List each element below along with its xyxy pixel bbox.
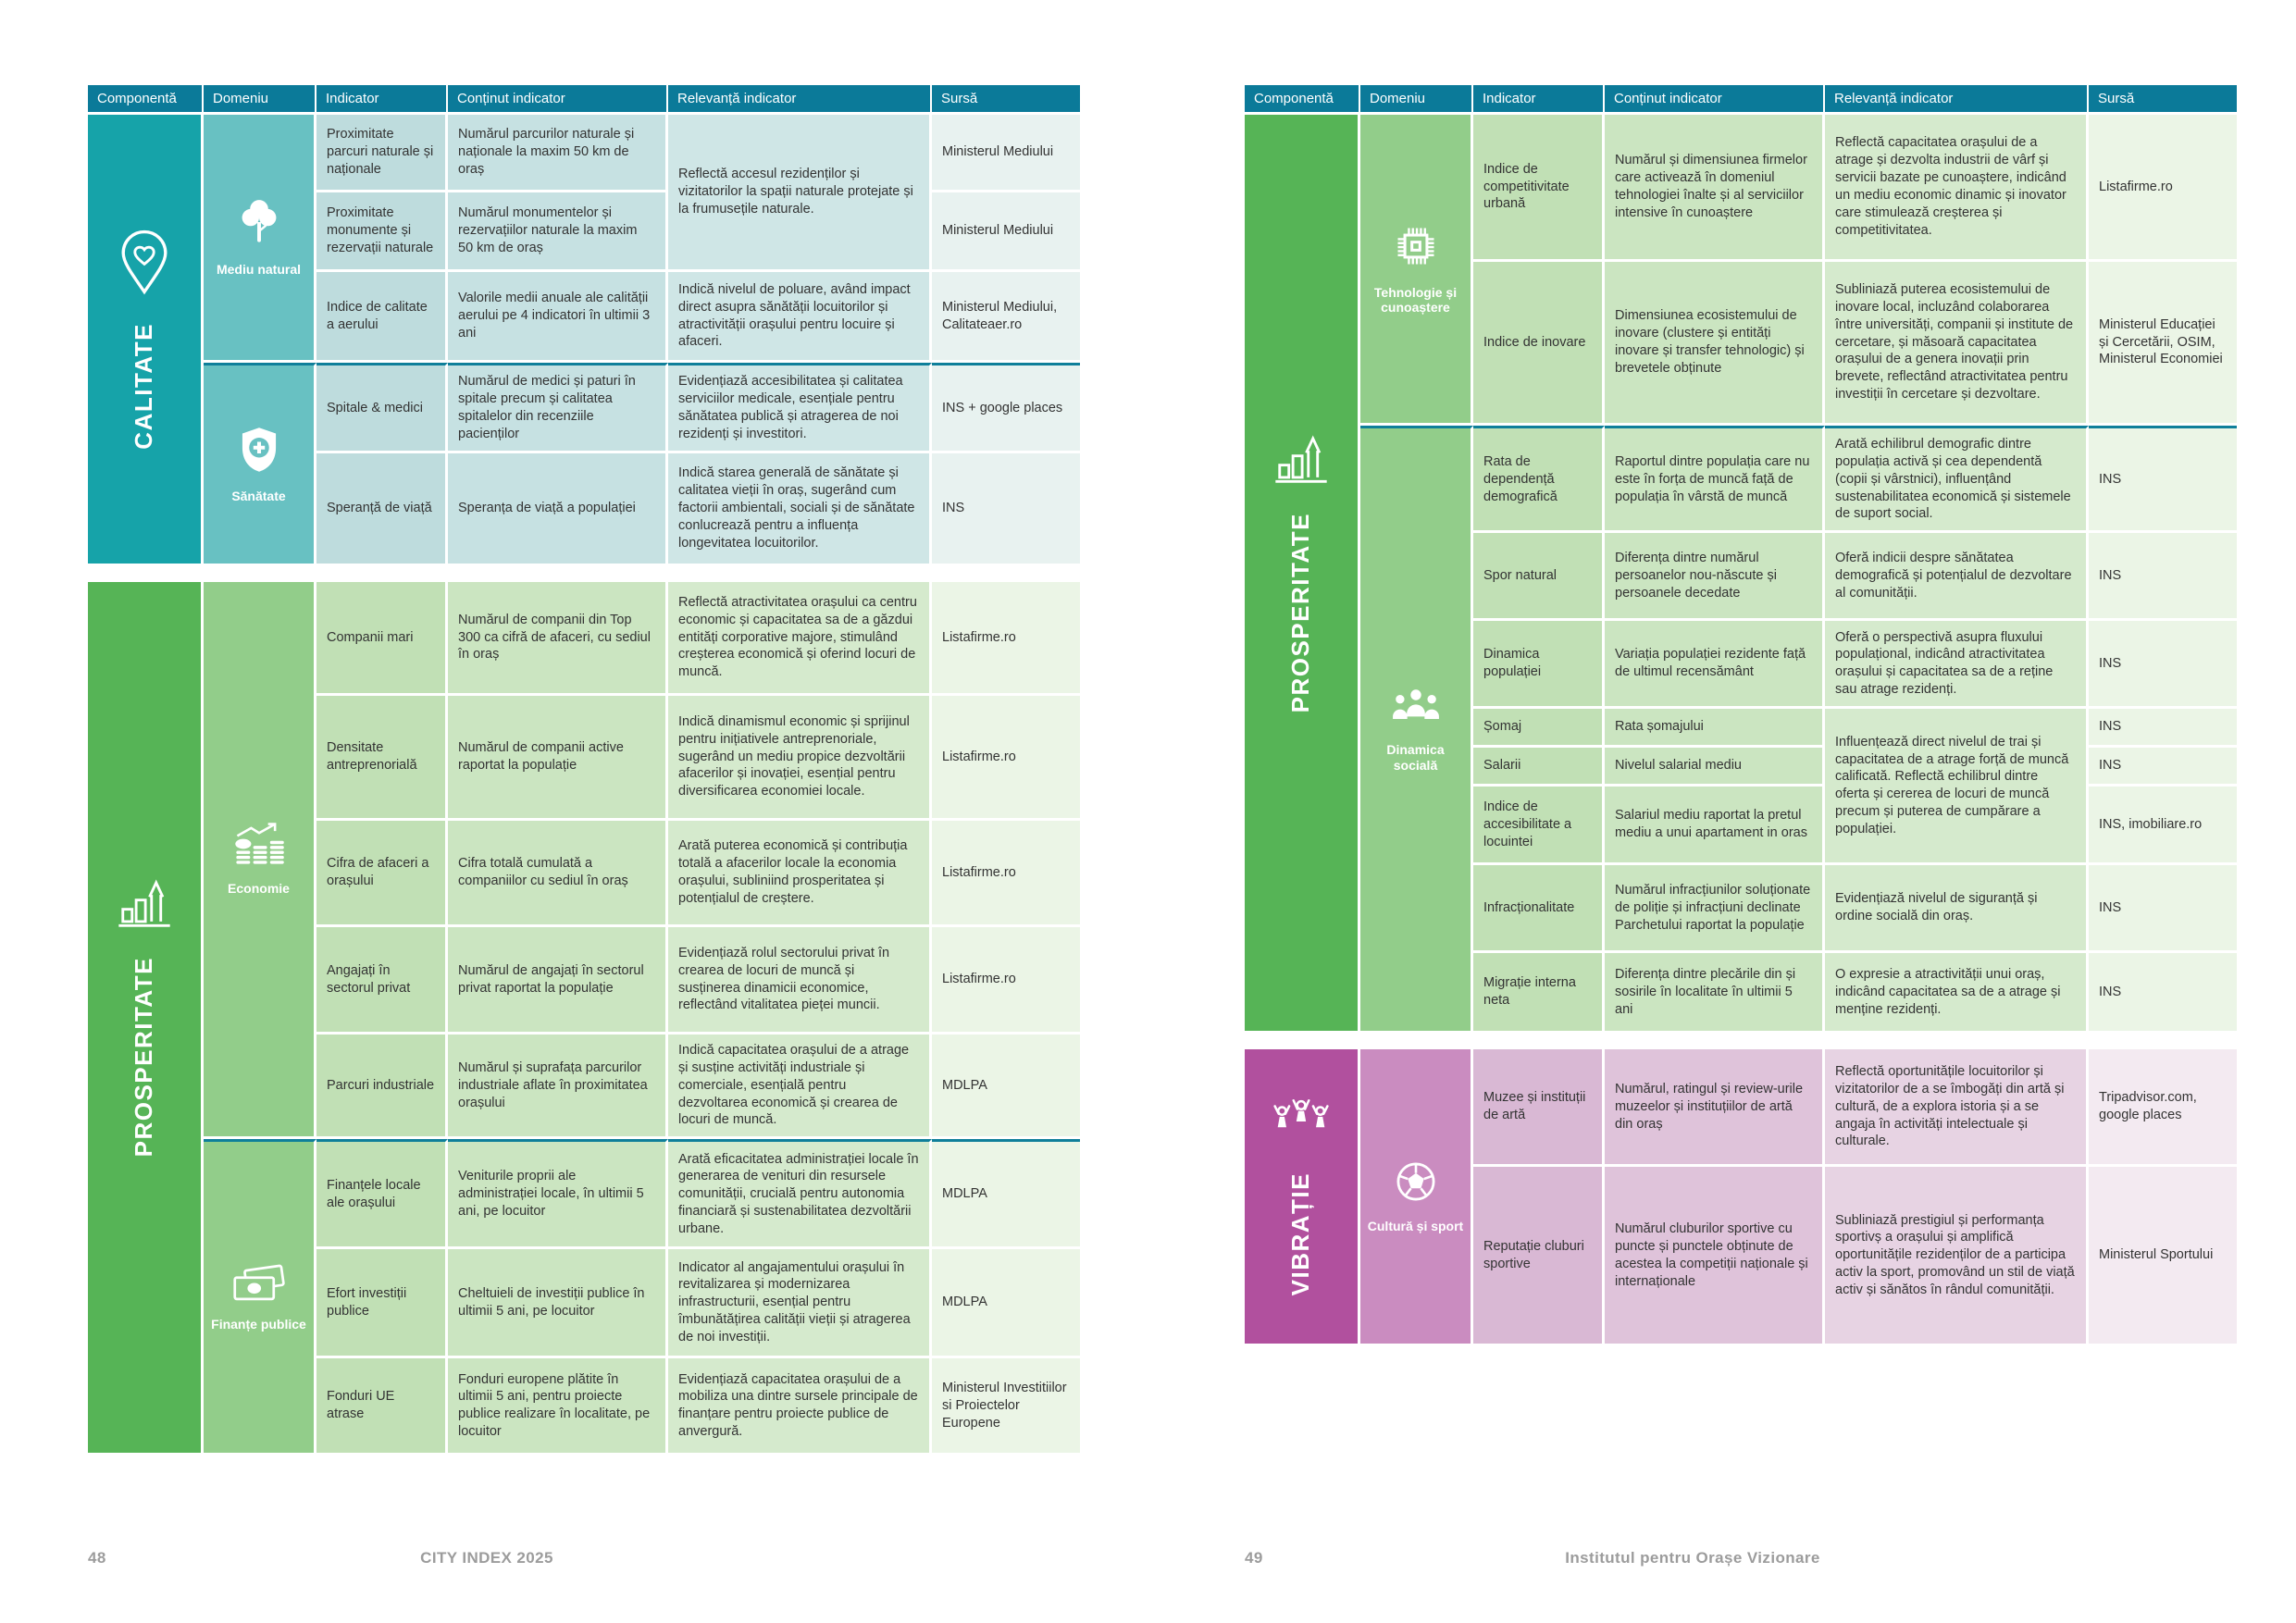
col-header-sursa: Sursă: [932, 85, 1080, 115]
continut-cell: Cifra totală cumulată a companiilor cu sediul în oraș: [448, 821, 668, 927]
relevanta-cell: Indică starea generală de sănătate și calitatea vieții în oraș, sugerând cum factorii ambientali, sociali și de sănătate conlucrează pentru a influența longevitatea locuitorilor.: [668, 453, 932, 566]
sursa-cell: INS + google places: [932, 363, 1080, 453]
indicator-cell: Spor natural: [1473, 533, 1605, 621]
domain-label: Cultură și sport: [1367, 1218, 1464, 1233]
pin-heart-icon: [118, 229, 171, 301]
bar-chart-arrow-icon: [116, 877, 173, 935]
continut-cell: Diferența dintre numărul persoanelor nou-născute și persoanele decedate: [1605, 533, 1825, 621]
sursa-cell: INS: [932, 453, 1080, 566]
table-row: [88, 1139, 1080, 1249]
bar-chart-arrow-icon: [1272, 433, 1330, 490]
relevanta-cell: Indicator al angajamentului orașului în revitalizarea și modernizarea infrastructurii, esențial pentru îmbunătățirea calității vieții și atragerea de noi investiții.: [668, 1249, 932, 1358]
continut-cell: Cheltuieli de investiții publice în ultimii 5 ani, pe locuitor: [448, 1249, 668, 1358]
indicator-cell: Spitale & medici: [316, 363, 448, 453]
domain-label: Tehnologie și cunoaștere: [1373, 284, 1458, 316]
domain-label: Dinamica socială: [1386, 741, 1445, 773]
table-row: [1245, 1049, 2237, 1167]
sursa-cell: INS: [2089, 533, 2237, 621]
relevanta-cell: Reflectă capacitatea orașului de a atrage și dezvolta industrii de vârf și servicii bazate pe cunoaștere, indicând un mediu economic dinamic și inovator care stimulează creșterea și competitivitatea.: [1825, 115, 2089, 262]
relevanta-cell: Subliniază puterea ecosistemului de inovare local, incluzând colaborarea între universități, companii și institute de cercetare, și măsoară capacitatea orașului de a genera inovații prin brevete, reflectând atractivitatea pentru investiții în cercetare și dezvoltare.: [1825, 262, 2089, 426]
page-left: [88, 85, 1080, 1456]
continut-cell: Raportul dintre populația care nu este în forța de muncă față de populația în vârstă de muncă: [1605, 426, 1825, 533]
indicator-cell: Indice de inovare: [1473, 262, 1605, 426]
sursa-cell: MDLPA: [932, 1249, 1080, 1358]
col-header-componenta: Componentă: [88, 85, 204, 115]
indicator-cell: Migrație interna neta: [1473, 953, 1605, 1034]
indicator-cell: Proximitate parcuri naturale și naționale: [316, 115, 448, 192]
page-number-left: 48: [88, 1549, 106, 1567]
table-prosperitate-right: [1245, 85, 2237, 1034]
chip-icon: [1392, 222, 1440, 276]
relevanta-cell: Oferă o perspectivă asupra fluxului populațional, indicând atractivitatea orașului și capacitatea sa de a reține sau atrage rezidenți.: [1825, 621, 2089, 709]
sursa-cell: Listafirme.ro: [932, 821, 1080, 927]
relevanta-cell: Arată eficacitatea administrației locale în generarea de venituri din resursele comunității, crucială pentru autonomia financiară și sustenabilitatea dezvoltării urbane.: [668, 1139, 932, 1249]
indicator-cell: Proximitate monumente și rezervații naturale: [316, 192, 448, 272]
page-right: [1245, 85, 2237, 1346]
indicator-cell: Indice de calitate a aerului: [316, 272, 448, 363]
col-header-componenta: Componentă: [1245, 85, 1360, 115]
relevanta-cell: O expresie a atractivității unui oraș, indicând capacitatea sa de a atrage și menține rezidenți.: [1825, 953, 2089, 1034]
tree-icon: [236, 197, 282, 253]
component-label: VIBRAȚIE: [1286, 1172, 1315, 1296]
relevanta-cell: Influențează direct nivelul de trai și capacitatea de a atrage forță de muncă calificată. Reflectă echilibrul dintre oferta și cererea de locuri de muncă precum și puterea de cumpărare a populației.: [1825, 709, 2089, 865]
continut-cell: Veniturile proprii ale administrației locale, în ultimii 5 ani, pe locuitor: [448, 1139, 668, 1249]
relevanta-cell: Evidențiază capacitatea orașului de a mobiliza una dintre sursele principale de finanțare pentru proiecte publice de anvergură.: [668, 1358, 932, 1456]
table-calitate: [88, 85, 1080, 566]
shield-cross-icon: [238, 426, 280, 479]
continut-cell: Variația populației rezidente față de ultimul recensământ: [1605, 621, 1825, 709]
indicator-cell: Dinamica populației: [1473, 621, 1605, 709]
component-label: PROSPERITATE: [130, 957, 158, 1158]
footer-title-left: CITY INDEX 2025: [420, 1549, 553, 1567]
continut-cell: Numărul parcurilor naturale și naționale la maxim 50 km de oraș: [448, 115, 668, 192]
indicator-cell: Fonduri UE atrase: [316, 1358, 448, 1456]
col-header-continut: Conținut indicator: [1605, 85, 1825, 115]
relevanta-cell: Reflectă accesul rezidenților și vizitatorilor la spații naturale protejate și la frumusețile naturale.: [668, 115, 932, 272]
sursa-cell: Ministerul Investitiilor si Proiectelor Europene: [932, 1358, 1080, 1456]
indicator-cell: Salarii: [1473, 748, 1605, 787]
component-cell-prosperitate: [88, 582, 204, 1456]
indicator-cell: Densitate antreprenorială: [316, 696, 448, 821]
domain-cell-mediu-natural: [204, 115, 316, 363]
col-header-sursa: Sursă: [2089, 85, 2237, 115]
col-header-domeniu: Domeniu: [204, 85, 316, 115]
relevanta-cell: Reflectă atractivitatea orașului ca centru economic și capacitatea sa de a găzdui entități corporative majore, stimulând creșterea economică și oferind locuri de muncă.: [668, 582, 932, 696]
continut-cell: Diferența dintre plecările din și sosirile în localitate în ultimii 5 ani: [1605, 953, 1825, 1034]
continut-cell: Fonduri europene plătite în ultimii 5 ani, pentru proiecte publice realizare în localitate, pe locuitor: [448, 1358, 668, 1456]
col-header-indicator: Indicator: [316, 85, 448, 115]
indicator-cell: Finanțele locale ale orașului: [316, 1139, 448, 1249]
indicator-cell: Rata de dependență demografică: [1473, 426, 1605, 533]
indicator-cell: Șomaj: [1473, 709, 1605, 748]
indicator-cell: Speranță de viață: [316, 453, 448, 566]
continut-cell: Numărul de angajați în sectorul privat raportat la populație: [448, 927, 668, 1035]
indicator-cell: Angajați în sectorul privat: [316, 927, 448, 1035]
relevanta-cell: Oferă indicii despre sănătatea demografică și potențialul de dezvoltare al comunității.: [1825, 533, 2089, 621]
continut-cell: Valorile medii anuale ale calității aerului pe 4 indicatori în ultimii 3 ani: [448, 272, 668, 363]
relevanta-cell: Indică nivelul de poluare, având impact direct asupra sănătății locuitorilor și atractivității orașului pentru locuire și afaceri.: [668, 272, 932, 363]
sursa-cell: INS, imobiliare.ro: [2089, 787, 2237, 865]
indicator-cell: Indice de accesibilitate a locuintei: [1473, 787, 1605, 865]
col-header-relevanta: Relevanță indicator: [1825, 85, 2089, 115]
sursa-cell: Ministerul Mediului, Calitateaer.ro: [932, 272, 1080, 363]
sursa-cell: Ministerul Mediului: [932, 192, 1080, 272]
indicator-cell: Muzee și instituții de artă: [1473, 1049, 1605, 1167]
relevanta-cell: Subliniază prestigiul și performanța sportivș a orașului și amplifică oportunitățile rezidenților de a participa activ la sport, promovând un stil de viață activ și sănătos în rândul comunității.: [1825, 1167, 2089, 1346]
continut-cell: Numărul cluburilor sportive cu puncte și punctele obținute de acestea la competiții naționale și internaționale: [1605, 1167, 1825, 1346]
table-gap: [1245, 1034, 2237, 1049]
soccer-ball-icon: [1394, 1159, 1438, 1209]
continut-cell: Nivelul salarial mediu: [1605, 748, 1825, 787]
sursa-cell: Listafirme.ro: [932, 582, 1080, 696]
sursa-cell: MDLPA: [932, 1035, 1080, 1139]
relevanta-cell: Reflectă oportunitățile locuitorilor și vizitatorilor de a se îmbogăți din artă și cultură, de a explora istoria și a se angaja în activități intelectuale și culturale.: [1825, 1049, 2089, 1167]
continut-cell: Numărul de medici și paturi în spitale precum și calitatea spitalelor din recenziile pacienților: [448, 363, 668, 453]
component-cell-calitate: [88, 115, 204, 566]
component-label: CALITATE: [130, 323, 158, 450]
celebrating-people-icon: [1272, 1097, 1330, 1151]
sursa-cell: INS: [2089, 953, 2237, 1034]
continut-cell: Dimensiunea ecosistemului de inovare (clustere și entități inovare și transfer tehnologic) și brevetele obținute: [1605, 262, 1825, 426]
indicator-cell: Parcuri industriale: [316, 1035, 448, 1139]
table-row: [1245, 115, 2237, 262]
relevanta-cell: Arată puterea economică și contribuția totală a afacerilor locale la economia orașului, subliniind prosperitatea și potențialul de creștere.: [668, 821, 932, 927]
footer-title-right: Institutul pentru Orașe Vizionare: [1565, 1549, 1820, 1567]
continut-cell: Numărul de companii active raportat la populație: [448, 696, 668, 821]
indicator-cell: Indice de competitivitate urbană: [1473, 115, 1605, 262]
people-group-icon: [1391, 687, 1441, 733]
table-row: [1245, 426, 2237, 533]
continut-cell: Speranța de viață a populației: [448, 453, 668, 566]
continut-cell: Numărul de companii din Top 300 ca cifră de afaceri, cu sediul în oraș: [448, 582, 668, 696]
domain-label: Economie: [228, 881, 290, 897]
domain-cell-tehnologie: [1360, 115, 1473, 426]
sursa-cell: Ministerul Sportului: [2089, 1167, 2237, 1346]
component-label: PROSPERITATE: [1286, 512, 1315, 713]
component-cell-prosperitate: [1245, 115, 1360, 1034]
domain-cell-dinamica-sociala: [1360, 426, 1473, 1034]
col-header-continut: Conținut indicator: [448, 85, 668, 115]
relevanta-cell: Evidențiază rolul sectorului privat în crearea de locuri de muncă și susținerea dinamicii economice, reflectând vitalitatea pieței muncii.: [668, 927, 932, 1035]
table-row: [88, 115, 1080, 192]
col-header-domeniu: Domeniu: [1360, 85, 1473, 115]
col-header-indicator: Indicator: [1473, 85, 1605, 115]
continut-cell: Numărul infracțiunilor soluționate de poliție și infracțiuni declinate Parchetului raportat la populație: [1605, 865, 1825, 953]
table-gap: [88, 566, 1080, 582]
indicator-cell: Cifra de afaceri a orașului: [316, 821, 448, 927]
relevanta-cell: Evidențiază accesibilitatea și calitatea serviciilor medicale, esențiale pentru sănătatea publică și atragerea de noi rezidenți și investitori.: [668, 363, 932, 453]
continut-cell: Numărul și suprafața parcurilor industriale aflate în proximitatea orașului: [448, 1035, 668, 1139]
domain-cell-economie: [204, 582, 316, 1139]
sursa-cell: Listafirme.ro: [2089, 115, 2237, 262]
continut-cell: Numărul monumentelor și rezervațiilor naturale la maxim 50 km de oraș: [448, 192, 668, 272]
table-row: [88, 582, 1080, 696]
table-row: [88, 363, 1080, 453]
domain-cell-cultura-sport: [1360, 1049, 1473, 1346]
domain-label: Mediu natural: [216, 262, 301, 278]
col-header-relevanta: Relevanță indicator: [668, 85, 932, 115]
sursa-cell: Listafirme.ro: [932, 927, 1080, 1035]
relevanta-cell: Evidențiază nivelul de siguranță și ordine socială din oraș.: [1825, 865, 2089, 953]
table-header-row: [88, 85, 1080, 115]
relevanta-cell: Indică dinamismul economic și sprijinul pentru inițiativele antreprenoriale, sugerând un mediu propice dezvoltării afacerilor și inovației, esențial pentru diversificarea economiei locale.: [668, 696, 932, 821]
domain-cell-finante-publice: [204, 1139, 316, 1456]
table-vibratie: [1245, 1049, 2237, 1346]
relevanta-cell: Arată echilibrul demografic dintre populația activă și cea dependentă (copii și vârstnici), influențând sustenabilitatea economică și sistemele de suport social.: [1825, 426, 2089, 533]
continut-cell: Salariul mediu raportat la pretul mediu a unui apartament in oras: [1605, 787, 1825, 865]
continut-cell: Numărul și dimensiunea firmelor care activează în domeniul tehnologiei înalte și al serviciilor intensive în cunoaștere: [1605, 115, 1825, 262]
table-header-row: [1245, 85, 2237, 115]
domain-cell-sanatate: [204, 363, 316, 566]
component-cell-vibratie: [1245, 1049, 1360, 1346]
sursa-cell: Ministerul Mediului: [932, 115, 1080, 192]
indicator-cell: Efort investiții publice: [316, 1249, 448, 1358]
banknotes-icon: [231, 1263, 287, 1307]
sursa-cell: Ministerul Educației și Cercetării, OSIM, Ministerul Economiei: [2089, 262, 2237, 426]
domain-label: Finanțe publice: [211, 1316, 306, 1332]
continut-cell: Numărul, ratingul și review-urile muzeelor și instituțiilor de artă din oraș: [1605, 1049, 1825, 1167]
sursa-cell: INS: [2089, 748, 2237, 787]
page-number-right: 49: [1245, 1549, 1263, 1567]
sursa-cell: MDLPA: [932, 1139, 1080, 1249]
sursa-cell: Tripadvisor.com, google places: [2089, 1049, 2237, 1167]
indicator-cell: Companii mari: [316, 582, 448, 696]
sursa-cell: Listafirme.ro: [932, 696, 1080, 821]
continut-cell: Rata șomajului: [1605, 709, 1825, 748]
indicator-cell: Infracționalitate: [1473, 865, 1605, 953]
table-prosperitate-left: [88, 582, 1080, 1456]
sursa-cell: INS: [2089, 709, 2237, 748]
coins-growth-icon: [231, 822, 287, 872]
domain-label: Sănătate: [231, 488, 286, 503]
sursa-cell: INS: [2089, 621, 2237, 709]
sursa-cell: INS: [2089, 865, 2237, 953]
sursa-cell: INS: [2089, 426, 2237, 533]
indicator-cell: Reputație cluburi sportive: [1473, 1167, 1605, 1346]
relevanta-cell: Indică capacitatea orașului de a atrage și susține activități industriale și comerciale, esențială pentru dezvoltarea economică și crearea de locuri de muncă.: [668, 1035, 932, 1139]
